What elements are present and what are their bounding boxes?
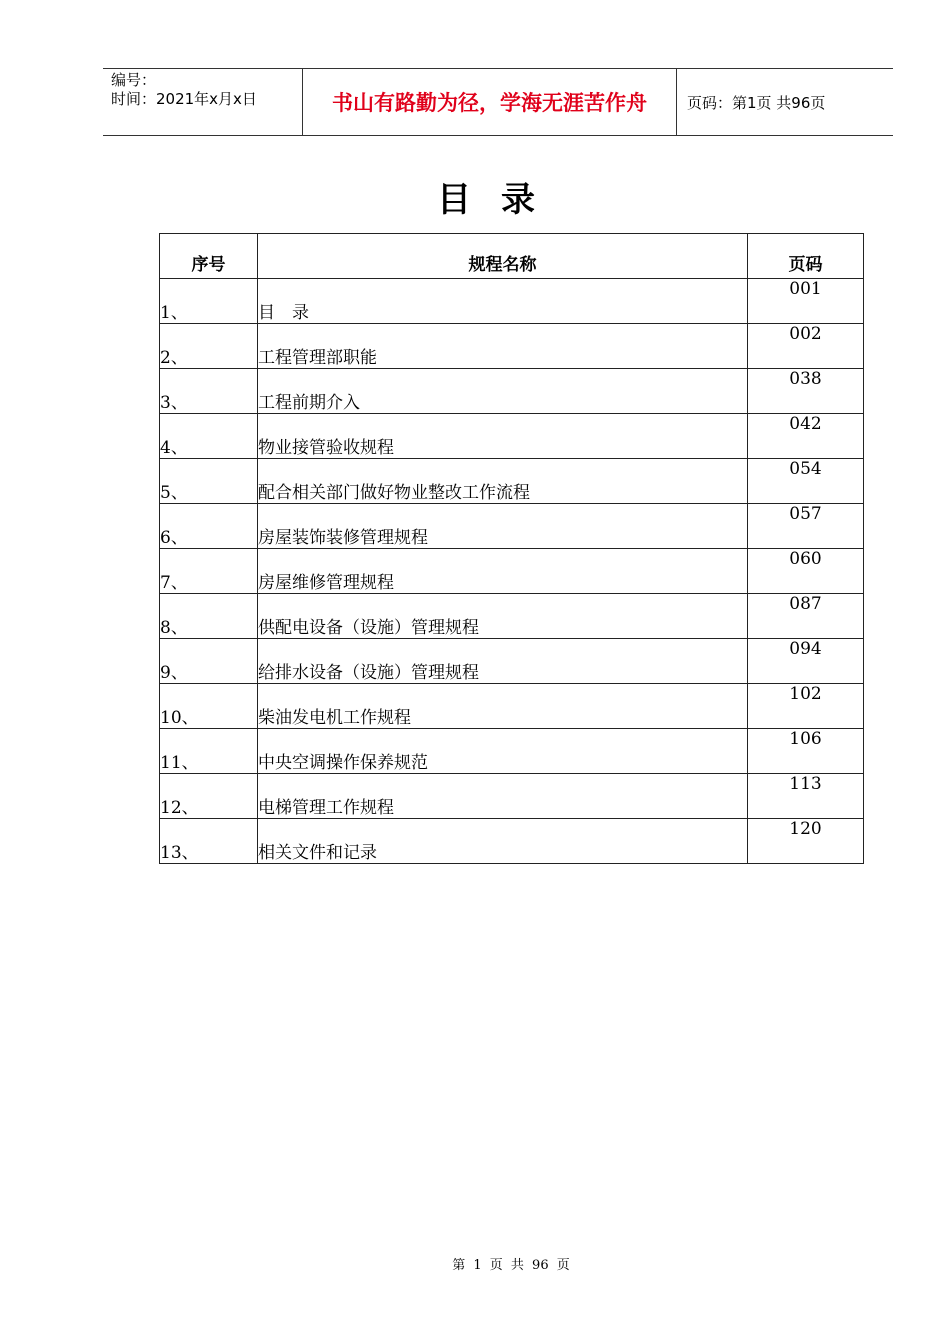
table-row [160,819,864,864]
table-row [160,639,864,684]
table-row [160,549,864,594]
row-number: 7、 [160,549,258,594]
row-page: 054 [748,459,864,504]
toc-header-row [160,234,864,279]
row-number: 6、 [160,504,258,549]
row-name: 电梯管理工作规程 [258,774,748,819]
col-header-name: 规程名称 [258,234,748,279]
row-number: 5、 [160,459,258,504]
row-number: 11、 [160,729,258,774]
page-header [103,68,893,136]
row-name: 工程前期介入 [258,369,748,414]
row-page: 042 [748,414,864,459]
row-name: 供配电设备（设施）管理规程 [258,594,748,639]
table-row [160,729,864,774]
row-page: 106 [748,729,864,774]
row-page: 102 [748,684,864,729]
row-number: 4、 [160,414,258,459]
table-row [160,774,864,819]
row-name: 柴油发电机工作规程 [258,684,748,729]
row-number: 3、 [160,369,258,414]
col-header-number: 序号 [160,234,258,279]
row-number: 9、 [160,639,258,684]
row-number: 1、 [160,279,258,324]
row-number: 8、 [160,594,258,639]
row-page: 120 [748,819,864,864]
table-row [160,279,864,324]
row-page: 060 [748,549,864,594]
row-name: 物业接管验收规程 [258,414,748,459]
table-row [160,594,864,639]
row-name: 给排水设备（设施）管理规程 [258,639,748,684]
row-name: 工程管理部职能 [258,324,748,369]
number-label: 编号： [111,71,157,89]
row-name: 房屋维修管理规程 [258,549,748,594]
row-page: 057 [748,504,864,549]
header-motto: 书山有路勤为径，学海无涯苦作舟 [303,69,677,135]
row-name: 房屋装饰装修管理规程 [258,504,748,549]
table-row [160,684,864,729]
table-row [160,504,864,549]
row-page: 001 [748,279,864,324]
row-name: 目 录 [258,279,748,324]
table-row [160,324,864,369]
row-number: 13、 [160,819,258,864]
row-name: 相关文件和记录 [258,819,748,864]
table-row [160,459,864,504]
row-name: 中央空调操作保养规范 [258,729,748,774]
row-number: 12、 [160,774,258,819]
row-page: 002 [748,324,864,369]
col-header-page: 页码 [748,234,864,279]
page-footer: 第 1 页 共 96 页 [452,1258,570,1273]
row-page: 094 [748,639,864,684]
row-page: 113 [748,774,864,819]
header-page-info: 页码：第1页 共96页 [687,93,826,112]
row-name: 配合相关部门做好物业整改工作流程 [258,459,748,504]
table-row [160,369,864,414]
table-row [160,414,864,459]
row-number: 2、 [160,324,258,369]
toc-table [159,233,864,864]
row-number: 10、 [160,684,258,729]
row-page: 087 [748,594,864,639]
row-page: 038 [748,369,864,414]
toc-body [160,279,864,864]
date-label: 时间：2021年x月x日 [111,90,257,108]
header-meta [103,69,303,135]
page-title: 目录 [437,180,565,220]
